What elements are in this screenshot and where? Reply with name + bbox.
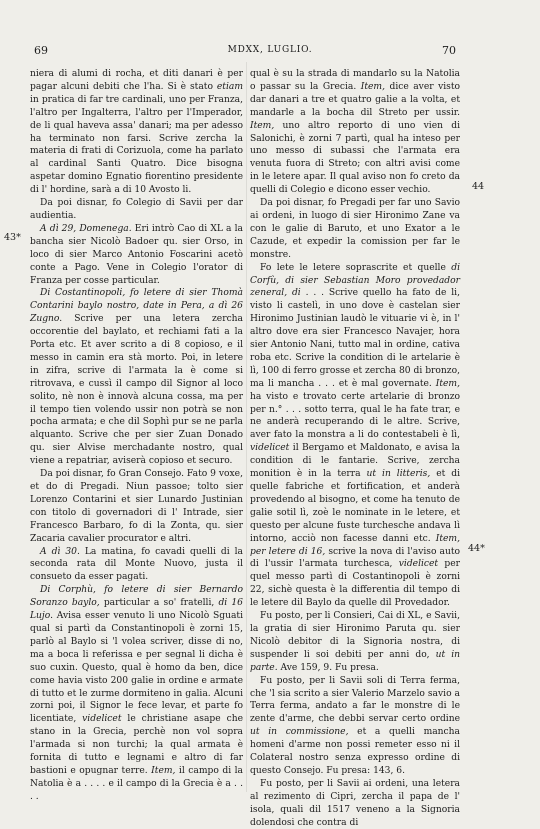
paragraph bbox=[250, 610, 460, 675]
text-run: Scrive per una letera zercha occorentie del baylato, et rechiami fati a la Porta etc. Et aver scrito a di 8 copioso, e il messo in camin era stà morto. Poi, in letere in zifra, scrive di l'armata la è come si ritrovava, e cussì il campo dil Signor al loco solito, nè non è innovà alcuna cossa, ma per il tempo tien volendo ussir non potrà se non pocha armata; e che dil Sophì pur se ne parla alquanto. Scrive che per sier Zuan Donado qu. sier Alvise merchadante nostro, qual viene a repatriar, aviserà copioso et securo. bbox=[30, 314, 243, 467]
italic-text: videlicet bbox=[82, 714, 122, 725]
text-run: il campo di la Natolia è a . . . . e il campo di la Grecia è a . . . . bbox=[30, 765, 243, 802]
text-run: niera di alumi di rocha, et diti danari è per pagar alcuni debiti che l'ha. Si è stato bbox=[30, 69, 243, 92]
running-title: MDXX, LUGLIO. bbox=[227, 45, 313, 55]
paragraph bbox=[250, 68, 460, 197]
left-text-column bbox=[30, 68, 243, 802]
text-run: Fu posto, per li Savii ai ordeni, una letera al rezimento di Cipri, zercha il papa de l' isola, quali dil 1517 veneno a la Signoria dolendosi che contra di bbox=[250, 778, 460, 828]
text-run: scrive la nova di l'aviso auto di l'ussir l'armata turchesca, bbox=[250, 546, 460, 570]
text-run: dice aver visto dar danari a tre et quatro galie a la volta, et mandarle a la bocha dil Streto per ussir. bbox=[250, 81, 461, 118]
italic-text: Item, bbox=[151, 765, 176, 776]
column-gutter bbox=[246, 62, 247, 792]
italic-text: ut in parte. bbox=[250, 649, 460, 673]
paragraph bbox=[250, 262, 460, 610]
page-number-right: 70 bbox=[442, 44, 456, 57]
text-run: le christiane asape che stano in la Grecia, perchè non vol sopra l'armada si non turchi; la qual armata è fornita di tutto e legnami e altro di far bastioni e opugnar terre. bbox=[30, 714, 243, 776]
italic-text: etiam bbox=[216, 81, 243, 92]
paragraph bbox=[30, 68, 243, 197]
paragraph bbox=[250, 675, 460, 778]
text-run: Ave 159, 9. Fu presa. bbox=[277, 662, 379, 673]
italic-text: Item, bbox=[250, 120, 275, 131]
text-run: Avisa esser venuto li uno Nicolò Sguati qual si partì da Constantinopoli è zorni 15, parlò al Baylo si 'l volea scriver, disse di no, ma a boca li referissa e per segnal li dicha è suo cuxin. Questo, qual è homo da ben, dice come havia visto 200 galie in ordine e armate di tutto et le zurme dormiteno in galia. Alcuni zorni poi, il Signor le fece levar, et parte fo licentiate, bbox=[30, 611, 243, 725]
text-run: in pratica di far tre cardinali, uno per Franza, l'altro per Ingalterra, l'altro per l'Imperador, de li qual haveva assa' danari; ma per adesso ha terminato non farsi. Scrive zercha la materia di frati di Corizuola, come ha parlato al cardinal Santi Quatro. Dice bisogna aspetar domino Egnatio fiorentino presidente di l' hordine, sarà a di 10 Avosto li. bbox=[30, 94, 243, 196]
paragraph bbox=[250, 197, 460, 262]
text-run: per quel messo partì di Costantinopoli è zorni 22, sichè questa è la differentia dil tempo di le letere dil Baylo da quelle dil Provedador. bbox=[250, 559, 460, 609]
margin-mark-43: 43* bbox=[4, 232, 21, 243]
text-run: il Bergamo et Maldonato, e avisa la condition di le fantarie. Scrive, zercha monition è in la terra bbox=[250, 443, 460, 480]
italic-text: Item, bbox=[360, 81, 385, 92]
page-number-left: 69 bbox=[34, 44, 48, 57]
margin-mark-44: 44 bbox=[472, 181, 485, 192]
italic-text: videlicet bbox=[250, 443, 290, 454]
text-run: Da poi disnar, fo Pregadi per far uno Savio ai ordeni, in luogo di sier Hironimo Zane va con le galie di Baruto, et uno Exator a le Cazude, et expedir la comission per far le monstre. bbox=[250, 198, 460, 260]
text-run: et di quelle fabriche et fortification, et anderà provedendo al bisogno, et come ha tenuto de galie sotil lì, zoè le nominate in le letere, et questo per alcune fuste turchesche andava lì intorno, acciò non facesse danni etc. bbox=[250, 469, 461, 544]
paragraph bbox=[30, 197, 243, 223]
text-run: et a quelli mancha homeni d'arme non possi remeter esso ni il Colateral nostro senza expresso ordine di questo Consejo. Fu presa: 143, 6. bbox=[250, 727, 460, 776]
text-run: Fo lete le letere soprascrite et quelle bbox=[260, 262, 452, 273]
italic-text: ut in litteris, bbox=[366, 469, 431, 480]
text-run: Eri intrò Cao di XL a la bancha sier Nicolò Badoer qu. sier Orso, in loco di sier Marco Antonio Foscarini acetò conte a Pago. Vene in Colegio l'orator di Franza per cosse particular. bbox=[30, 223, 243, 286]
text-run: Da poi disnar, fo Gran Consejo. Fato 9 voxe, et do di Pregadi. Niun passoe; tolto sier Lorenzo Contarini et sier Lunardo Justinian con titolo di governadori di l' Intrade, sier Francesco Barbaro, fo di la Zonta, qu. sier Zacaria cavalier procurator e altri. bbox=[30, 469, 243, 544]
text-run: particular a so' fratelli, bbox=[99, 598, 219, 609]
italic-text: videlicet bbox=[398, 559, 439, 570]
italic-text: A dì 29, Domenega. bbox=[40, 223, 132, 234]
paragraph bbox=[30, 223, 243, 288]
text-run: Da poi disnar, fo Colegio di Savii per dar audientia. bbox=[30, 198, 243, 221]
text-run: Fu posto, per li Consieri, Cai di XL, e Savii, la gratia di sier Hironimo Paruta qu. sier Nicolò debitor di la Signoria nostra, di suspender li soi debiti per anni do, bbox=[250, 611, 460, 660]
text-run: . . . Scrive quello ha fato de li, visto li castelì, in uno dove è castelan sier Hironimo Justinian laudò le vituarie vi è, in l' altro dove era sier Francesco Navajer, hora sier Antonio Nani, tutto mal in ordine, cativa roba etc. Scrive la condition di le artelarie è lì, 100 di ferro grosse et zercha 80 di bronzo, ma li mancha . . . et è mal governate. bbox=[250, 288, 460, 389]
paragraph bbox=[250, 778, 460, 829]
paragraph bbox=[30, 584, 243, 803]
italic-text: di Corfù, di sier Sebastian Moro provedador zeneral, di bbox=[250, 262, 460, 299]
paragraph bbox=[30, 546, 243, 585]
italic-text: Item, bbox=[435, 378, 460, 389]
right-text-column bbox=[250, 68, 461, 828]
margin-mark-44-star: 44* bbox=[468, 543, 485, 554]
italic-text: Di Corphù, fo letere di sier Bernardo Soranzo baylo, bbox=[30, 585, 243, 609]
italic-text: Item, per letere di 16, bbox=[250, 533, 460, 557]
text-run: uno altro reporto di uno vien di Salonichi, è zorni 7 partì, qual ha inteso per uno messo di subassi che l'armata era venuta fuora di Streto; con altri avisi come in le letere apar. Il qual aviso non fo creto da quelli di Colegio e dicono esser vechio. bbox=[250, 120, 460, 196]
page-header bbox=[0, 44, 540, 62]
text-run: ha visto e trovato certe artelarie di bronzo per n.° . . . sotto terra, qual le ha fate trar, e ne anderà recuperando di le altre. Scrive, aver fato la monstra a li do contestabeli è lì, bbox=[250, 391, 460, 441]
italic-text: Di Costantinopoli, fo letere di sier Thomà Contarini baylo nostro, date in Pera, a dì 26 Zugno. bbox=[30, 288, 243, 325]
text-run: Fu posto, per li Savii soli di Terra ferma, che 'l sia scrito a sier Valerio Marzelo savio a Terra ferma, andato a far le monstre di le zente d'arme, che debbi servar certo ordine bbox=[250, 675, 460, 725]
text-run: qual è su la strada di mandarlo su la Natolia o passar su la Grecia. bbox=[250, 69, 460, 92]
italic-text: di 16 Lujo. bbox=[30, 598, 243, 622]
italic-text: ut in commissione, bbox=[250, 727, 349, 738]
italic-text: A dì 30. bbox=[40, 546, 80, 557]
paragraph bbox=[30, 287, 243, 468]
paragraph bbox=[30, 468, 243, 545]
text-run: La matina, fo cavadi quelli di la seconda rata dil Monte Nuovo, justa il consueto da esser pagati. bbox=[30, 546, 243, 583]
